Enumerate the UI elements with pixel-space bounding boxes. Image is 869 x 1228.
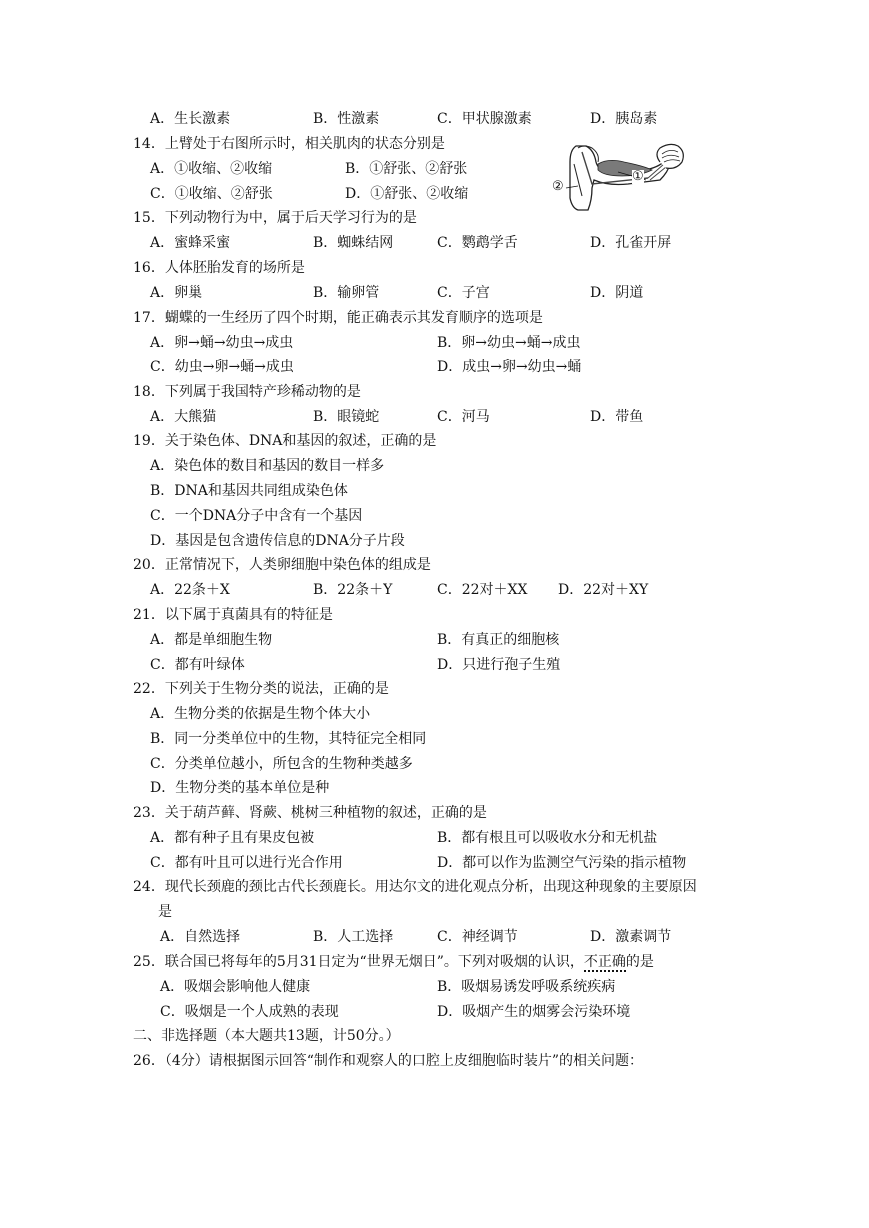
- q20-option-a: A．22条＋X: [150, 582, 230, 598]
- q18-stem: 18．下列属于我国特产珍稀动物的是: [133, 384, 361, 400]
- arm-muscle-figure: [548, 140, 688, 214]
- q15-option-c: C．鹦鹉学舌: [437, 235, 518, 251]
- q20-option-b: B．22条＋Y: [313, 582, 393, 598]
- q26-stem: 26．（4分）请根据图示回答“制作和观察人的口腔上皮细胞临时装片”的相关问题：: [133, 1053, 644, 1069]
- q16-option-c: C．子宫: [437, 285, 490, 301]
- q25-stem-post: 的是: [625, 954, 654, 970]
- arm-muscle-drawing: [548, 140, 688, 214]
- figure-label-1: ①: [632, 169, 644, 184]
- q21-option-c: C．都有叶绿体: [150, 657, 245, 673]
- q25-option-d: D．吸烟产生的烟雾会污染环境: [437, 1004, 631, 1020]
- q14-option-a: A．①收缩、②收缩: [150, 161, 273, 177]
- q19-stem: 19．关于染色体、DNA和基因的叙述，正确的是: [133, 433, 437, 449]
- q15-option-a: A．蜜蜂采蜜: [150, 235, 231, 251]
- q13-option-c: C．甲状腺激素: [437, 111, 532, 127]
- q16-option-a: A．卵巢: [150, 285, 203, 301]
- q18-option-d: D．带鱼: [590, 409, 644, 425]
- q20-option-c: C．22对＋XX: [437, 582, 528, 598]
- q18-option-b: B．眼镜蛇: [313, 409, 380, 425]
- figure-label-2: ②: [552, 179, 564, 194]
- q22-option-b: B．同一分类单位中的生物，其特征完全相同: [150, 731, 427, 747]
- q24-stem: 24．现代长颈鹿的颈比古代长颈鹿长。用达尔文的进化观点分析，出现这种现象的主要原因: [133, 879, 697, 895]
- q13-option-a: A．生长激素: [150, 111, 231, 127]
- q13-option-b: B．性激素: [313, 111, 380, 127]
- q23-option-c: C．都有叶且可以进行光合作用: [150, 855, 343, 871]
- q17-stem: 17．蝴蝶的一生经历了四个时期，能正确表示其发育顺序的选项是: [133, 310, 543, 326]
- q14-stem: 14．上臂处于右图所示时，相关肌肉的状态分别是: [133, 136, 445, 152]
- q22-option-a: A．生物分类的依据是生物个体大小: [150, 706, 371, 722]
- q13-option-d: D．胰岛素: [590, 111, 658, 127]
- q23-option-a: A．都有种子且有果皮包被: [150, 830, 315, 846]
- q25-stem-emphasis: 不正确: [583, 954, 626, 970]
- q15-stem: 15．下列动物行为中，属于后天学习行为的是: [133, 210, 417, 226]
- q14-option-d: D．①舒张、②收缩: [345, 186, 469, 202]
- q22-option-d: D．生物分类的基本单位是种: [150, 780, 330, 796]
- q16-option-d: D．阴道: [590, 285, 644, 301]
- q25-option-c: C．吸烟是一个人成熟的表现: [160, 1004, 339, 1020]
- q19-option-b: B．DNA和基因共同组成染色体: [150, 483, 348, 499]
- q23-stem: 23．关于葫芦藓、肾蕨、桃树三种植物的叙述，正确的是: [133, 805, 487, 821]
- q21-option-d: D．只进行孢子生殖: [437, 657, 561, 673]
- q16-stem: 16．人体胚胎发育的场所是: [133, 260, 305, 276]
- section-2-heading: 二、非选择题（本大题共13题，计50分。）: [133, 1028, 400, 1044]
- q22-stem: 22．下列关于生物分类的说法，正确的是: [133, 681, 389, 697]
- q24-option-c: C．神经调节: [437, 929, 518, 945]
- q25-stem-pre: 25．联合国已将每年的5月31日定为“世界无烟日”。下列对吸烟的认识，: [133, 954, 584, 970]
- q23-option-d: D．都可以作为监测空气污染的指示植物: [437, 855, 687, 871]
- q25-stem: [133, 952, 654, 972]
- q18-option-a: A．大熊猫: [150, 409, 217, 425]
- q22-option-c: C．分类单位越小，所包含的生物种类越多: [150, 756, 413, 772]
- q17-option-c: C．幼虫→卵→蛹→成虫: [150, 359, 294, 375]
- q21-option-b: B．有真正的细胞核: [437, 632, 560, 648]
- q19-option-c: C．一个DNA分子中含有一个基因: [150, 508, 363, 524]
- q21-option-a: A．都是单细胞生物: [150, 632, 273, 648]
- q14-option-c: C．①收缩、②舒张: [150, 186, 273, 202]
- q15-option-d: D．孔雀开屏: [590, 235, 672, 251]
- q17-option-b: B．卵→幼虫→蛹→成虫: [437, 335, 581, 351]
- q17-option-d: D．成虫→卵→幼虫→蛹: [437, 359, 582, 375]
- q17-option-a: A．卵→蛹→幼虫→成虫: [150, 335, 294, 351]
- q16-option-b: B．输卵管: [313, 285, 380, 301]
- q24-option-a: A．自然选择: [160, 929, 241, 945]
- q15-option-b: B．蜘蛛结网: [313, 235, 394, 251]
- q19-option-a: A．染色体的数目和基因的数目一样多: [150, 458, 385, 474]
- q23-option-b: B．都有根且可以吸收水分和无机盐: [437, 830, 658, 846]
- q24-option-d: D．激素调节: [590, 929, 672, 945]
- q14-option-b: B．①舒张、②舒张: [345, 161, 468, 177]
- q24-stem-continued: 是: [158, 904, 172, 920]
- q20-option-d: D．22对＋XY: [558, 582, 649, 598]
- q18-option-c: C．河马: [437, 409, 490, 425]
- q25-option-b: B．吸烟易诱发呼吸系统疾病: [437, 979, 616, 995]
- q24-option-b: B．人工选择: [313, 929, 394, 945]
- q25-option-a: A．吸烟会影响他人健康: [160, 979, 311, 995]
- q20-stem: 20．正常情况下，人类卵细胞中染色体的组成是: [133, 557, 431, 573]
- q19-option-d: D．基因是包含遗传信息的DNA分子片段: [150, 533, 405, 549]
- q21-stem: 21．以下属于真菌具有的特征是: [133, 607, 333, 623]
